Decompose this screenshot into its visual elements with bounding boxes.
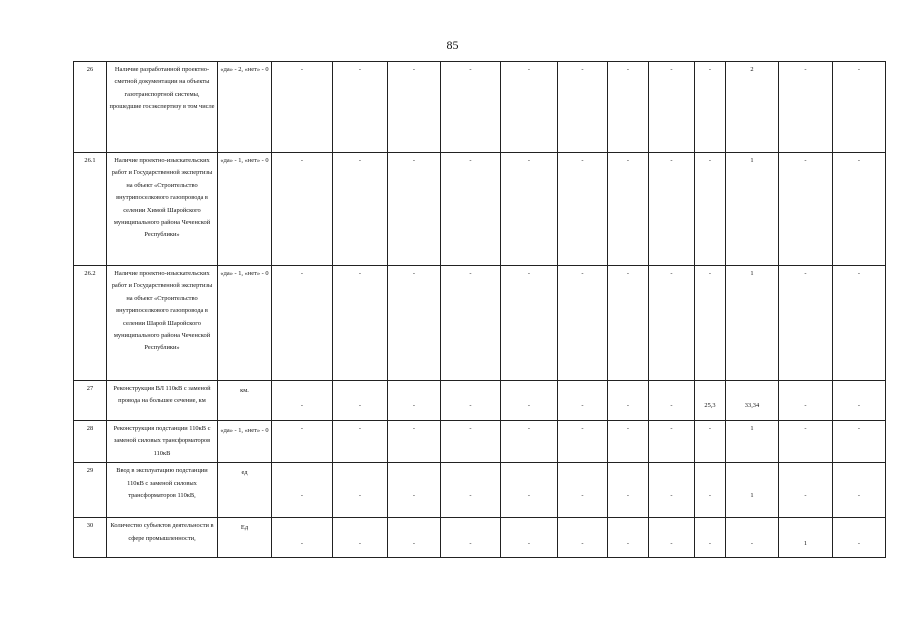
unit-cell: «да» - 2, «нет» - 0 (218, 62, 272, 153)
table-row (74, 153, 886, 266)
value-cell: - (649, 266, 695, 381)
value-cell: - (501, 518, 558, 558)
value-cell: - (441, 266, 501, 381)
indicator-name: Ввод в эксплуатацию подстанции 110кВ с заменой силовых трансформаторов 110кВ, (107, 463, 218, 518)
value-cell: - (558, 381, 608, 421)
value-cell: - (558, 62, 608, 153)
table-row (74, 518, 886, 558)
value-cell: - (501, 153, 558, 266)
value-cell: - (833, 153, 886, 266)
value-cell: - (441, 518, 501, 558)
table-row (74, 381, 886, 421)
value-cell: - (558, 421, 608, 463)
table-row (74, 62, 886, 153)
value-cell: - (779, 62, 833, 153)
row-number: 30 (74, 518, 107, 558)
value-cell: - (649, 463, 695, 518)
row-number: 27 (74, 381, 107, 421)
value-cell: - (558, 266, 608, 381)
value-cell: - (695, 153, 726, 266)
value-cell: - (441, 421, 501, 463)
value-cell: - (388, 153, 441, 266)
value-cell: - (608, 62, 649, 153)
row-number: 28 (74, 421, 107, 463)
value-cell: - (441, 62, 501, 153)
value-cell: - (501, 421, 558, 463)
value-cell: - (779, 153, 833, 266)
value-cell: 33,34 (726, 381, 779, 421)
value-cell: - (272, 463, 333, 518)
value-cell: - (695, 421, 726, 463)
value-cell: - (649, 153, 695, 266)
value-cell: - (441, 463, 501, 518)
indicator-name: Количество субъектов деятельности в сфере промышленности, (107, 518, 218, 558)
value-cell: - (779, 381, 833, 421)
row-number: 29 (74, 463, 107, 518)
value-cell: 25,3 (695, 381, 726, 421)
unit-cell: ед (218, 463, 272, 518)
table-row (74, 463, 886, 518)
value-cell: - (333, 463, 388, 518)
value-cell: - (695, 266, 726, 381)
value-cell: - (441, 381, 501, 421)
unit-cell: Ед (218, 518, 272, 558)
value-cell: - (649, 381, 695, 421)
value-cell: - (272, 381, 333, 421)
value-cell: - (649, 62, 695, 153)
value-cell: - (388, 381, 441, 421)
value-cell: - (833, 421, 886, 463)
value-cell: - (388, 518, 441, 558)
value-cell: 1 (779, 518, 833, 558)
indicator-name: Наличие проектно-изыскательских работ и Государственной экспертизы на объект «Строительство внутрипоселкового газопровода в селении Химой Шаройского муниципального района Чеченской Республики» (107, 153, 218, 266)
unit-cell: км. (218, 381, 272, 421)
value-cell: - (558, 463, 608, 518)
value-cell: - (649, 518, 695, 558)
value-cell: - (726, 518, 779, 558)
value-cell: - (388, 421, 441, 463)
page-number: 85 (446, 38, 459, 52)
row-number: 26 (74, 62, 107, 153)
table-row (74, 421, 886, 463)
unit-cell: «да» - 1, «нет» - 0 (218, 153, 272, 266)
value-cell: - (695, 463, 726, 518)
value-cell: - (501, 266, 558, 381)
value-cell: - (558, 153, 608, 266)
unit-cell: «да» - 1, «нет» - 0 (218, 266, 272, 381)
value-cell: - (608, 421, 649, 463)
value-cell: - (388, 266, 441, 381)
value-cell: - (501, 381, 558, 421)
value-cell: - (333, 381, 388, 421)
value-cell: - (833, 518, 886, 558)
row-number: 26.2 (74, 266, 107, 381)
value-cell: - (695, 62, 726, 153)
value-cell: - (608, 266, 649, 381)
value-cell: - (608, 381, 649, 421)
value-cell: 1 (726, 153, 779, 266)
value-cell: - (333, 266, 388, 381)
value-cell: - (333, 518, 388, 558)
value-cell: - (779, 463, 833, 518)
value-cell: - (649, 421, 695, 463)
value-cell: - (333, 62, 388, 153)
value-cell: - (272, 266, 333, 381)
value-cell: - (608, 463, 649, 518)
value-cell: - (608, 518, 649, 558)
value-cell: - (833, 62, 886, 153)
value-cell: - (441, 153, 501, 266)
value-cell: - (501, 62, 558, 153)
value-cell: 1 (726, 421, 779, 463)
indicator-name: Наличие проектно-изыскательских работ и Государственной экспертизы на объект «Строительство внутрипоселкового газопровода в селении Шарой Шаройского муниципального района Чеченской Республики» (107, 266, 218, 381)
value-cell: - (833, 381, 886, 421)
value-cell: - (272, 518, 333, 558)
indicator-name: Реконструкция подстанции 110кВ с заменой силовых трансформаторов 110кВ (107, 421, 218, 463)
value-cell: - (501, 463, 558, 518)
value-cell: - (695, 518, 726, 558)
value-cell: - (779, 266, 833, 381)
value-cell: - (333, 421, 388, 463)
value-cell: - (558, 518, 608, 558)
value-cell: - (272, 421, 333, 463)
value-cell: - (272, 62, 333, 153)
row-number: 26.1 (74, 153, 107, 266)
unit-cell: «да» - 1, «нет» - 0 (218, 421, 272, 463)
indicators-table (73, 61, 886, 558)
value-cell: - (388, 62, 441, 153)
value-cell: - (272, 153, 333, 266)
value-cell: - (833, 463, 886, 518)
value-cell: - (333, 153, 388, 266)
table-row (74, 266, 886, 381)
value-cell: 1 (726, 266, 779, 381)
indicator-name: Наличие разработанной проектно-сметной документации на объекты газотранспортной системы, прошедшие госэкспертизу в том числе (107, 62, 218, 153)
indicator-name: Реконструкция ВЛ 110кВ с заменой провода на большее сечение, км (107, 381, 218, 421)
value-cell: - (608, 153, 649, 266)
value-cell: - (388, 463, 441, 518)
value-cell: 2 (726, 62, 779, 153)
value-cell: - (833, 266, 886, 381)
value-cell: - (779, 421, 833, 463)
value-cell: 1 (726, 463, 779, 518)
